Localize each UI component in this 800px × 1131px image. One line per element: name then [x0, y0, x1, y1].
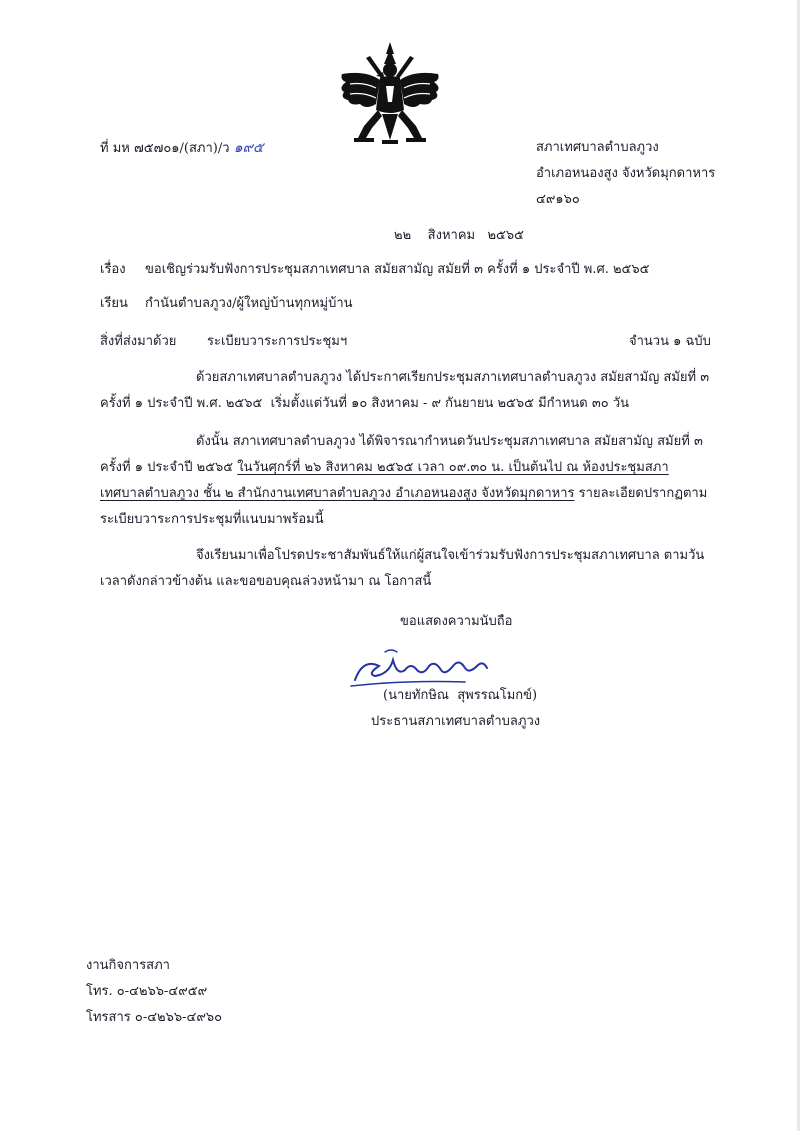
org-name: สภาเทศบาลตำบลภูวง: [536, 140, 659, 155]
footer-fax: โทรสาร ๐-๔๒๖๖-๔๙๖๐: [86, 1010, 223, 1025]
paragraph-3-line-1: จึงเรียนมาเพื่อโปรดประชาสัมพันธ์ให้แก่ผู้สนใจเข้าร่วมรับฟังการประชุมสภาเทศบาล ตามวัน: [196, 548, 705, 563]
paragraph-2-line-4: ระเบียบวาระการประชุมที่แนบมาพร้อมนี้: [100, 512, 324, 527]
paragraph-2-line-2: [100, 460, 669, 476]
paragraph-3-line-2: เวลาดังกล่าวข้างต้น และขอขอบคุณล่วงหน้ามา ณ โอกาสนี้: [100, 574, 432, 589]
recipient-text: กำนันตำบลภูวง/ผู้ใหญ่บ้านทุกหมู่บ้าน: [145, 296, 353, 311]
subject-text: ขอเชิญร่วมรับฟังการประชุมสภาเทศบาล สมัยสามัญ สมัยที่ ๓ ครั้งที่ ๑ ประจำปี พ.ศ. ๒๕๖๕: [145, 262, 650, 277]
paragraph-1-line-2: ครั้งที่ ๑ ประจำปี พ.ศ. ๒๕๖๕ เริ่มตั้งแต่วันที่ ๑๐ สิงหาคม - ๙ กันยายน ๒๕๖๕ มีกำหนด ๓๐ วัน: [100, 396, 630, 411]
paragraph-2-line-2-plain: ครั้งที่ ๑ ประจำปี ๒๕๖๕: [100, 460, 238, 475]
subject-label: เรื่อง: [100, 262, 126, 277]
garuda-emblem-icon: [336, 40, 444, 146]
footer-phone: โทร. ๐-๔๒๖๖-๔๙๕๙: [86, 984, 208, 999]
meeting-venue-underlined: เทศบาลตำบลภูวง ชั้น ๒ สำนักงานเทศบาลตำบลภูวง อำเภอหนองสูง จังหวัดมุกดาหาร: [100, 486, 575, 501]
paragraph-2-line-3: [100, 486, 707, 502]
reference-number: [100, 140, 263, 157]
handwritten-number: ๑๙๕: [233, 140, 264, 156]
paragraph-1-line-1: ด้วยสภาเทศบาลตำบลภูวง ได้ประกาศเรียกประชุมสภาเทศบาลตำบลภูวง สมัยสามัญ สมัยที่ ๓: [196, 370, 710, 385]
signatory-position: ประธานสภาเทศบาลตำบลภูวง: [371, 714, 541, 729]
signatory-name: (นายทักษิณ สุพรรณโมกข์): [383, 688, 538, 703]
paragraph-2-line-1: ดังนั้น สภาเทศบาลตำบลภูวง ได้พิจารณากำหนดวันประชุมสภาเทศบาล สมัยสามัญ สมัยที่ ๓: [196, 434, 703, 449]
enclosure-count: จำนวน ๑ ฉบับ: [629, 334, 711, 349]
enclosure-text: ระเบียบวาระการประชุมฯ: [207, 334, 348, 349]
signature-mark: [345, 640, 505, 690]
recipient-label: เรียน: [100, 296, 128, 311]
paragraph-2-line-3-plain: รายละเอียดปรากฏตาม: [574, 486, 708, 501]
footer-department: งานกิจการสภา: [86, 958, 170, 973]
enclosure-label: สิ่งที่ส่งมาด้วย: [100, 334, 177, 349]
org-postcode: ๔๙๑๖๐: [536, 192, 580, 207]
letter-date: ๒๒ สิงหาคม ๒๕๖๕: [394, 228, 524, 243]
reference-number-text: ที่ มห ๗๕๗๐๑/(สภา)/ว: [100, 141, 230, 156]
closing-salutation: ขอแสดงความนับถือ: [400, 614, 513, 629]
org-address: อำเภอหนองสูง จังหวัดมุกดาหาร: [536, 166, 716, 181]
meeting-datetime-underlined: ในวันศุกร์ที่ ๒๖ สิงหาคม ๒๕๖๕ เวลา ๐๙.๓๐ น. เป็นต้นไป ณ ห้องประชุมสภา: [237, 460, 669, 475]
